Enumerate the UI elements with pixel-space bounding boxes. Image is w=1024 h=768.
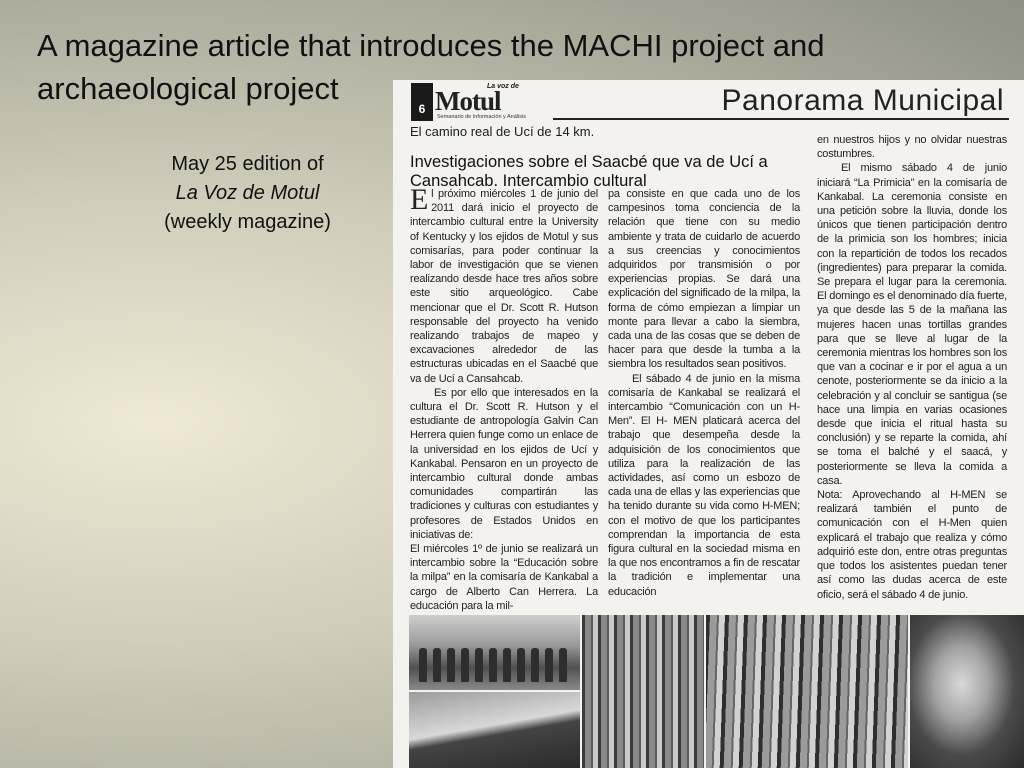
drop-cap: E bbox=[410, 183, 429, 216]
forest-path-photo bbox=[706, 615, 908, 768]
clipping-caption bbox=[120, 150, 375, 237]
page-number: 6 bbox=[411, 83, 433, 121]
article-column-3 bbox=[817, 133, 1007, 602]
col3-paragraph-3: Nota: Aprovechando al H-MEN se realizará también el punto de comunicación con el H-Men quien explicará el trabajo que realiza y cómo adquirió este don, entre otras preguntas que todos los asistentes puedan tener así como las dudas acerca de este oficio, será el sábado 4 de junio. bbox=[817, 489, 1007, 601]
col1-paragraph-3: El miércoles 1º de junio se realizará un intercambio sobre la “Educación sobre la milpa” en la comisaría de Kankabal a cargo de Alberto Can Herrera. La educación para la mil- bbox=[410, 543, 598, 612]
forest-photo bbox=[582, 615, 704, 768]
masthead-rule bbox=[553, 118, 1009, 120]
person-figure bbox=[447, 648, 455, 682]
road-photo bbox=[409, 692, 580, 768]
masthead bbox=[393, 80, 1024, 125]
person-figure bbox=[545, 648, 553, 682]
newspaper-clipping-image bbox=[393, 80, 1024, 768]
person-figure bbox=[433, 648, 441, 682]
person-figure bbox=[475, 648, 483, 682]
article-column-1 bbox=[410, 183, 598, 613]
portrait-photo bbox=[910, 615, 1024, 768]
person-figure bbox=[531, 648, 539, 682]
section-title: Panorama Municipal bbox=[721, 84, 1004, 117]
col3-paragraph-1: en nuestros hijos y no olvidar nuestras costumbres. bbox=[817, 134, 1007, 161]
person-figure bbox=[559, 648, 567, 682]
newspaper-logo: Motul bbox=[435, 86, 501, 116]
caption-edition: May 25 edition of bbox=[171, 153, 324, 175]
logo-tagline: Semanario de Información y Análisis bbox=[437, 114, 526, 120]
col2-paragraph-1: pa consiste en que cada uno de los campesinos toma conciencia de la relación que tiene con su medio ambiente y trata de cuidarlo de acuerdo a sus creencias y conocimientos adquiridos por transmisión o por experiencias propias. Se dará una explicación del significado de la milpa, la forma de cómo empiezan a limpiar un monte para llevar a cabo la siembra, cada una de las cosas que se deben de hacer para que desde la tumba a la siembra los resultados sean positivos. bbox=[608, 188, 800, 371]
col3-paragraph-2: El mismo sábado 4 de junio iniciará “La Primicia” en la comisaría de Kankabal. La ceremonia consiste en una petición sobre la lluvia, donde los únicos que tienen participación dentro de la primicia son los hombres; inicia con la repartición de todos los recados (ingredientes) para preparar la comida. Se prepara el lugar para la ceremonia. El domingo es el denominado día fuerte, ya que desde las 5 de la mañana las mujeres hacen unas tortillas grandes para que se lleve al lugar de la ceremonia mientras los hombres son los que van a cocinar e ir por el agua a un cenote, posteriormente se da inicio a la celebración y al concluir se santigua (se hace una limpia en varias ocasiones desde que inicia el ritual hasta su conclusión) y se reparte la comida, ahí se toma el balché y el saacá, y posteriormente se lleva la comida a casa. bbox=[817, 162, 1007, 487]
caption-publication: La Voz de Motul bbox=[175, 182, 320, 204]
person-figure bbox=[503, 648, 511, 682]
col1-paragraph-2: Es por ello que interesados en la cultura el Dr. Scott R. Hutson y el estudiante de antropología Galvin Can Herrera quien funge como un enlace de la universidad en los ejidos de Ucí y Kankabal. Pensaron en un proyecto de intercambio cultural donde ambas comunidades compartirán las tradiciones y culturas con estudiantes y profesores de Estados Unidos en iniciativas de: bbox=[410, 386, 598, 541]
col1-paragraph-1: l próximo miércoles 1 de junio del 2011 dará inicio el proyecto de intercambio cultural entre la University of Kentucky y los ejidos de Motul y sus comisarías, para poder continuar la labor de investigación que se vienen realizando desde hace tres años sobre este sitio arqueológico. Cabe mencionar que el Dr. Scott R. Hutson responsable del proyecto ha venido realizando trabajos de mapeo y excavaciones alrededor de las estructuras ubicadas en el Saacbé que va de Ucí a Cansahcab. bbox=[410, 188, 598, 385]
slide-title: A magazine article that introduces the MACHI project and archaeological project bbox=[37, 28, 825, 106]
caption-type: (weekly magazine) bbox=[164, 211, 331, 233]
article-headline: Investigaciones sobre el Saacbé que va de Ucí a Cansahcab. Intercambio cultural bbox=[410, 152, 768, 190]
group-photo bbox=[409, 615, 580, 690]
person-figure bbox=[517, 648, 525, 682]
person-figure bbox=[489, 648, 497, 682]
person-figure bbox=[461, 648, 469, 682]
article-kicker: El camino real de Ucí de 14 km. bbox=[410, 124, 595, 139]
col2-paragraph-2: El sábado 4 de junio en la misma comisaría de Kankabal se realizará el intercambio “Comunicación con un H-Men”. El H- MEN platicará acerca del trabajo que desempeña desde la adquisición de los conocimientos que utiliza para la realización de las actividades, así como un esbozo de cada una de ellas y las experiencias que ha tenido durante su vida como H-MEN; con el motivo de que los participantes comprendan la importancia de esta figura cultural en la sociedad misma en la que nos encontramos a fin de rescatar la tradición e implementar una educación bbox=[608, 372, 800, 598]
article-column-2 bbox=[608, 187, 800, 599]
person-figure bbox=[419, 648, 427, 682]
logo-prefix: La voz de bbox=[487, 83, 519, 90]
